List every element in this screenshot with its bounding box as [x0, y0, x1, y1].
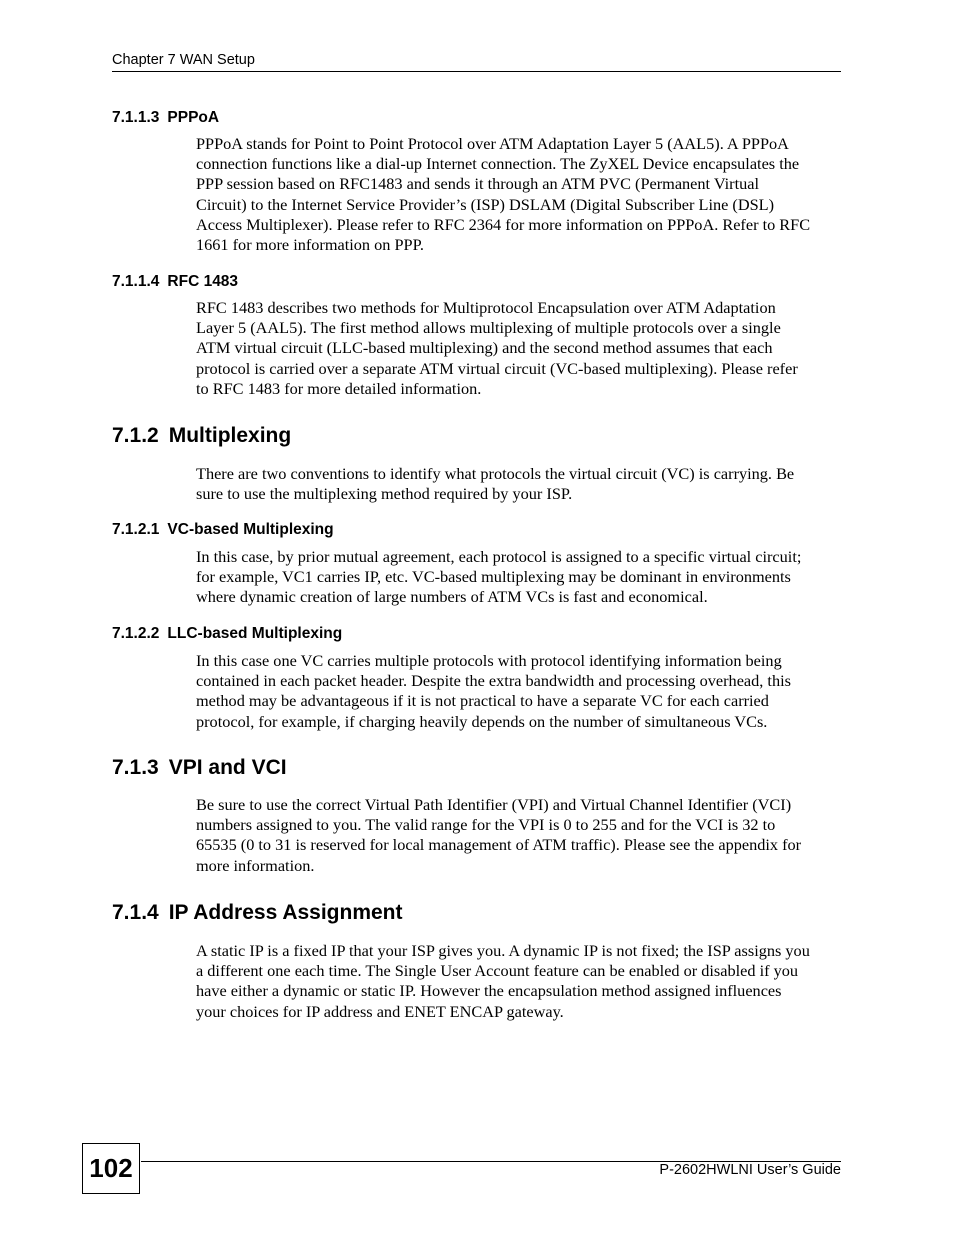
text-line: PPPoA stands for Point to Point Protocol over ATM Adaptation Layer 5 (AAL5). A PPPoA: [196, 134, 789, 153]
text-line: ATM virtual circuit (LLC-based multiplexing) and the second method assumes that each: [196, 338, 773, 358]
heading-rfc1483: [112, 273, 238, 291]
heading-number: 7.1.3: [112, 756, 159, 779]
text-line: contained in each packet header. Despite the extra bandwidth and processing overhead, this: [196, 671, 791, 691]
text-line: method may be advantageous if it is not practical to have a separate VC for each carried: [196, 691, 769, 711]
heading-vpi-vci: [112, 756, 287, 780]
text-line: more information.: [196, 855, 315, 875]
page-number: 102: [82, 1143, 140, 1194]
heading-title: RFC 1483: [167, 273, 239, 290]
paragraph-llc-based: [196, 651, 842, 732]
text-line: to RFC 1483 for more detailed information.: [196, 378, 482, 398]
text-line: 65535 (0 to 31 is reserved for local management of ATM traffic). Please see the appendix for: [196, 835, 802, 855]
text-line: your choices for IP address and ENET ENCAP gateway.: [196, 1001, 564, 1021]
guide-title: P-2602HWLNI User’s Guide: [659, 1162, 841, 1178]
paragraph-pppoa: [196, 134, 842, 255]
heading-pppoa: [112, 109, 219, 127]
text-line: There are two conventions to identify what protocols the virtual circuit (VC) is carrying. Be: [196, 464, 795, 483]
text-line: numbers assigned to you. The valid range for the VPI is 0 to 255 and for the VCI is 32 to: [196, 815, 776, 835]
paragraph-rfc1483: [196, 298, 842, 399]
text-line: protocol, for example, if charging heavily depends on the number of simultaneous VCs.: [196, 711, 768, 731]
text-line: A static IP is a fixed IP that your ISP gives you. A dynamic IP is not fixed; the ISP assigns you: [196, 941, 810, 960]
text-line: for example, VC1 carries IP, etc. VC-based multiplexing may be dominant in environments: [196, 567, 791, 587]
heading-vc-based: [112, 521, 334, 539]
heading-number: 7.1.1.4: [112, 273, 160, 290]
text-line: sure to use the multiplexing method required by your ISP.: [196, 484, 573, 504]
heading-multiplexing: [112, 424, 291, 448]
heading-ip-assignment: [112, 901, 403, 925]
text-line: Circuit) to the Internet Service Provider’s (ISP) DSLAM (Digital Subscriber Line (DSL): [196, 194, 775, 214]
heading-number: 7.1.2: [112, 424, 159, 447]
running-header: Chapter 7 WAN Setup: [112, 52, 255, 68]
text-line: RFC 1483 describes two methods for Multiprotocol Encapsulation over ATM Adaptation: [196, 298, 776, 317]
heading-title: LLC-based Multiplexing: [167, 625, 343, 642]
text-line: Access Multiplexer). Please refer to RFC 2364 for more information on PPPoA. Refer to RFC: [196, 214, 811, 234]
heading-llc-based: [112, 625, 342, 643]
heading-title: VC-based Multiplexing: [167, 521, 334, 538]
header-rule: [112, 71, 841, 72]
text-line: Be sure to use the correct Virtual Path Identifier (VPI) and Virtual Channel Identifier (VCI): [196, 795, 792, 814]
heading-title: VPI and VCI: [168, 756, 287, 779]
text-line: Layer 5 (AAL5). The first method allows multiplexing of multiple protocols over a single: [196, 318, 781, 338]
heading-number: 7.1.1.3: [112, 109, 160, 126]
paragraph-multiplexing: [196, 464, 842, 504]
paragraph-vpi-vci: [196, 795, 842, 876]
heading-title: Multiplexing: [168, 424, 292, 447]
heading-number: 7.1.4: [112, 901, 159, 924]
text-line: PPP session based on RFC1483 and sends it through an ATM PVC (Permanent Virtual: [196, 174, 759, 194]
text-line: a different one each time. The Single User Account feature can be enabled or disabled if you: [196, 961, 799, 981]
text-line: connection functions like a dial-up Internet connection. The ZyXEL Device encapsulates the: [196, 154, 800, 174]
paragraph-vc-based: [196, 547, 842, 608]
text-line: have either a dynamic or static IP. However the encapsulation method assigned influences: [196, 981, 782, 1001]
heading-number: 7.1.2.1: [112, 521, 160, 538]
heading-number: 7.1.2.2: [112, 625, 160, 642]
text-line: where dynamic creation of large numbers of ATM VCs is fast and economical.: [196, 587, 708, 607]
text-line: In this case, by prior mutual agreement, each protocol is assigned to a specific virtual circuit;: [196, 547, 802, 566]
text-line: 1661 for more information on PPP.: [196, 235, 424, 255]
text-line: protocol is carried over a separate ATM virtual circuit (VC-based multiplexing). Please refer: [196, 358, 798, 378]
heading-title: IP Address Assignment: [168, 901, 403, 924]
heading-title: PPPoA: [167, 109, 220, 126]
paragraph-ip-assignment: [196, 941, 842, 1022]
text-line: In this case one VC carries multiple protocols with protocol identifying information being: [196, 651, 782, 670]
